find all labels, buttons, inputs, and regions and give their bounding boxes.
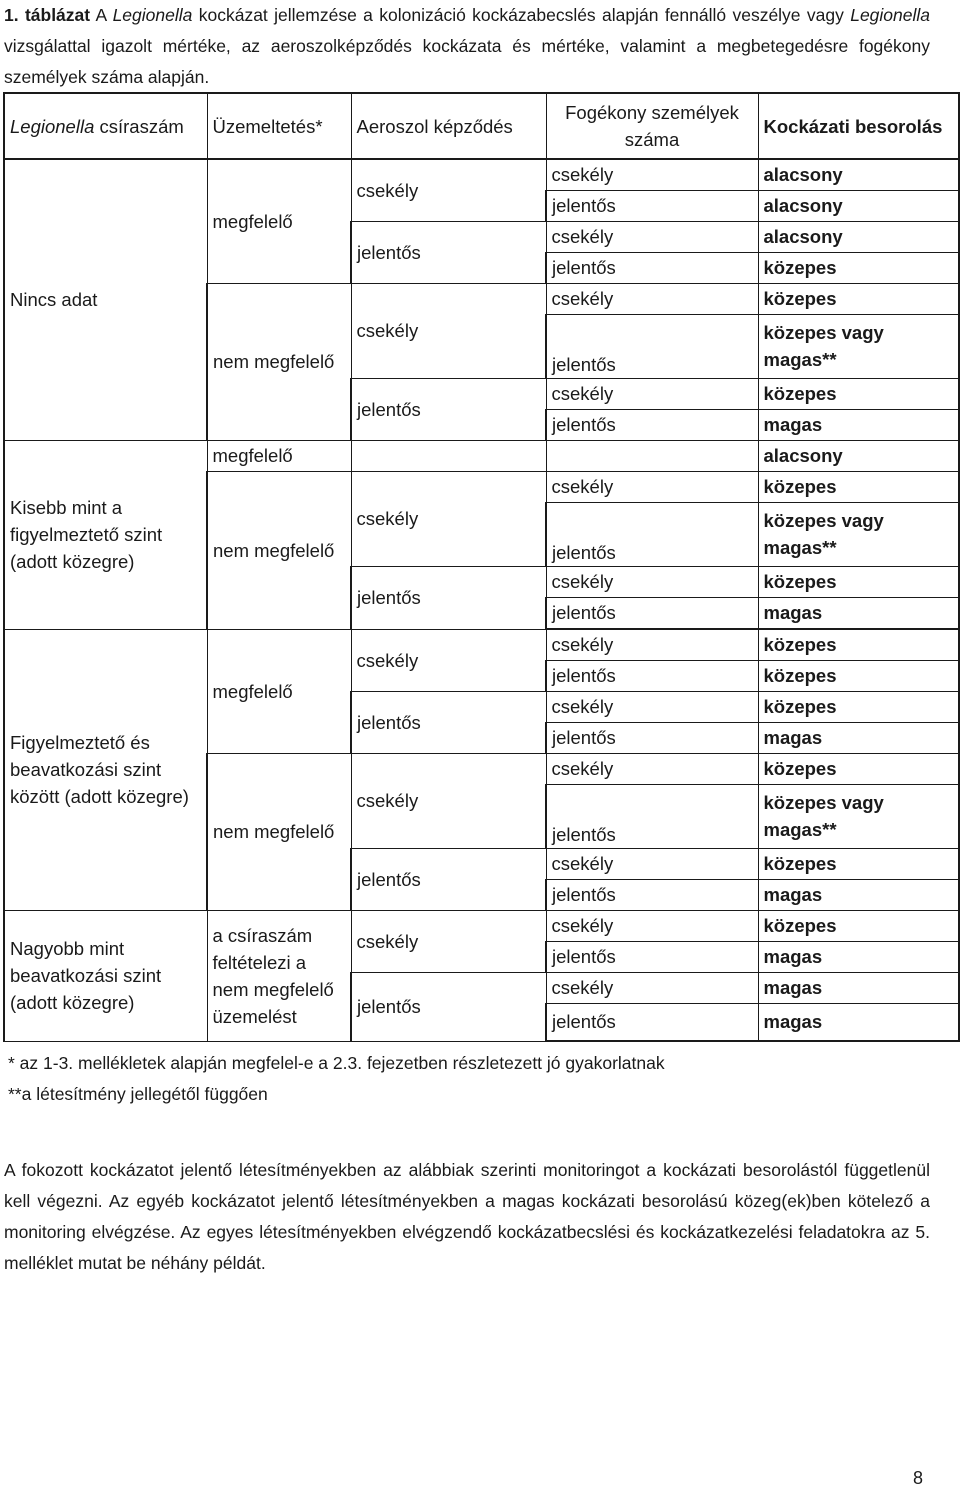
aerosol-cell: jelentős (351, 378, 546, 440)
operation-cell: megfelelő (207, 629, 351, 753)
aerosol-cell (351, 440, 546, 471)
susceptible-cell: csekély (546, 972, 758, 1003)
aerosol-cell: csekély (351, 753, 546, 848)
susceptible-cell: csekély (546, 378, 758, 409)
caption-label: 1. táblázat (4, 5, 91, 25)
paragraph-text: A fokozott kockázatot jelentő létesítményekben az alábbiak szerinti monitoringot a kockázati besorolástól függetlenül kell végezni. Az egyéb kockázatot jelentő létesítményekben a magas kockázati besorolású közeg(ek)ben kötelező a monitoring elvégzése. Az egyes létesítményekben elvégzendő kockázatbecslési és kockázatkezelési feladatokra az 5. melléklet mutat be néhány példát. (4, 1160, 930, 1273)
susceptible-cell: csekély (546, 283, 758, 314)
susceptible-cell: csekély (546, 221, 758, 252)
risk-cell: közepes (758, 283, 959, 314)
susceptible-cell: jelentős (546, 597, 758, 628)
risk-cell: közepes (758, 378, 959, 409)
body-paragraph (4, 1155, 930, 1279)
susceptible-cell: csekély (546, 753, 758, 784)
aerosol-cell: jelentős (351, 691, 546, 753)
risk-cell: közepes vagy magas** (758, 502, 959, 566)
risk-cell: magas (758, 879, 959, 910)
susceptible-cell: csekély (546, 848, 758, 879)
group-nincs-adat: Nincs adat (4, 159, 207, 440)
group-kisebb: Kisebb mint a figyelmeztető szint (adott közegre) (4, 440, 207, 629)
aerosol-cell: csekély (351, 910, 546, 972)
risk-cell: alacsony (758, 190, 959, 221)
risk-cell: közepes (758, 691, 959, 722)
risk-cell: közepes (758, 566, 959, 597)
table-header-row (4, 93, 959, 159)
susceptible-cell (546, 440, 758, 471)
aerosol-cell: jelentős (351, 566, 546, 629)
aerosol-cell: csekély (351, 471, 546, 566)
header-aeroszol: Aeroszol képződés (351, 93, 546, 159)
header-fogekony: Fogékony személyek száma (546, 93, 758, 159)
table-row (4, 440, 959, 471)
operation-cell: megfelelő (207, 440, 351, 471)
susceptible-cell: jelentős (546, 722, 758, 753)
operation-cell: a csíraszám feltételezi a nem megfelelő üzemelést (207, 910, 351, 1041)
susceptible-cell: csekély (546, 629, 758, 660)
caption-legionella: Legionella (112, 5, 193, 25)
susceptible-cell: csekély (546, 691, 758, 722)
risk-cell: közepes (758, 471, 959, 502)
aerosol-cell: jelentős (351, 848, 546, 910)
risk-cell: magas (758, 722, 959, 753)
table-footnotes (8, 1048, 665, 1110)
caption-text-rest: vizsgálattal igazolt mértéke, az aeroszolképződés kockázata és mértéke, valamint a megbetegedésre fogékony személyek száma alapján. (4, 36, 930, 87)
header-kockazat: Kockázati besorolás (758, 93, 959, 159)
susceptible-cell: jelentős (546, 314, 758, 378)
susceptible-cell: jelentős (546, 252, 758, 283)
susceptible-cell: jelentős (546, 941, 758, 972)
aerosol-cell: csekély (351, 159, 546, 221)
group-kozott: Figyelmeztető és beavatkozási szint között (adott közegre) (4, 629, 207, 910)
susceptible-cell: csekély (546, 159, 758, 190)
table-row (4, 159, 959, 190)
susceptible-cell: jelentős (546, 784, 758, 848)
aerosol-cell: csekély (351, 629, 546, 691)
aerosol-cell: csekély (351, 283, 546, 378)
risk-cell: közepes (758, 848, 959, 879)
susceptible-cell: jelentős (546, 660, 758, 691)
table-caption (4, 0, 930, 93)
risk-cell: alacsony (758, 159, 959, 190)
susceptible-cell: jelentős (546, 1003, 758, 1041)
susceptible-cell: jelentős (546, 190, 758, 221)
risk-cell: közepes vagy magas** (758, 314, 959, 378)
header-csiraszam: Legionella csíraszám (4, 93, 207, 159)
susceptible-cell: jelentős (546, 879, 758, 910)
aerosol-cell: jelentős (351, 221, 546, 283)
risk-cell: közepes (758, 660, 959, 691)
risk-cell: magas (758, 409, 959, 440)
group-nagyobb: Nagyobb mint beavatkozási szint (adott közegre) (4, 910, 207, 1041)
table-row (4, 910, 959, 941)
risk-table (3, 92, 960, 1042)
susceptible-cell: jelentős (546, 502, 758, 566)
aerosol-cell: jelentős (351, 972, 546, 1041)
risk-cell: alacsony (758, 221, 959, 252)
footnote-2: **a létesítmény jellegétől függően (8, 1084, 268, 1104)
risk-cell: magas (758, 1003, 959, 1041)
susceptible-cell: csekély (546, 566, 758, 597)
operation-cell: nem megfelelő (207, 753, 351, 910)
susceptible-cell: jelentős (546, 409, 758, 440)
footnote-1: * az 1-3. mellékletek alapján megfelel-e a 2.3. fejezetben részletezett jó gyakorlatnak (8, 1053, 665, 1073)
operation-cell: megfelelő (207, 159, 351, 283)
risk-cell: alacsony (758, 440, 959, 471)
risk-cell: közepes (758, 910, 959, 941)
susceptible-cell: csekély (546, 471, 758, 502)
caption-text-mid: kockázat jellemzése a kolonizáció kockázabecslés alapján fennálló veszélye vagy (198, 5, 844, 25)
page-number: 8 (913, 1468, 924, 1488)
risk-cell: közepes vagy magas** (758, 784, 959, 848)
risk-cell: magas (758, 941, 959, 972)
operation-cell: nem megfelelő (207, 471, 351, 629)
risk-cell: közepes (758, 629, 959, 660)
header-uzemeltetes: Üzemeltetés* (207, 93, 351, 159)
risk-cell: közepes (758, 252, 959, 283)
caption-text-pre: A (95, 5, 107, 25)
caption-legionella-2: Legionella (850, 5, 931, 25)
operation-cell: nem megfelelő (207, 283, 351, 440)
risk-cell: közepes (758, 753, 959, 784)
susceptible-cell: csekély (546, 910, 758, 941)
table-row (4, 629, 959, 660)
risk-cell: magas (758, 597, 959, 628)
risk-cell: magas (758, 972, 959, 1003)
